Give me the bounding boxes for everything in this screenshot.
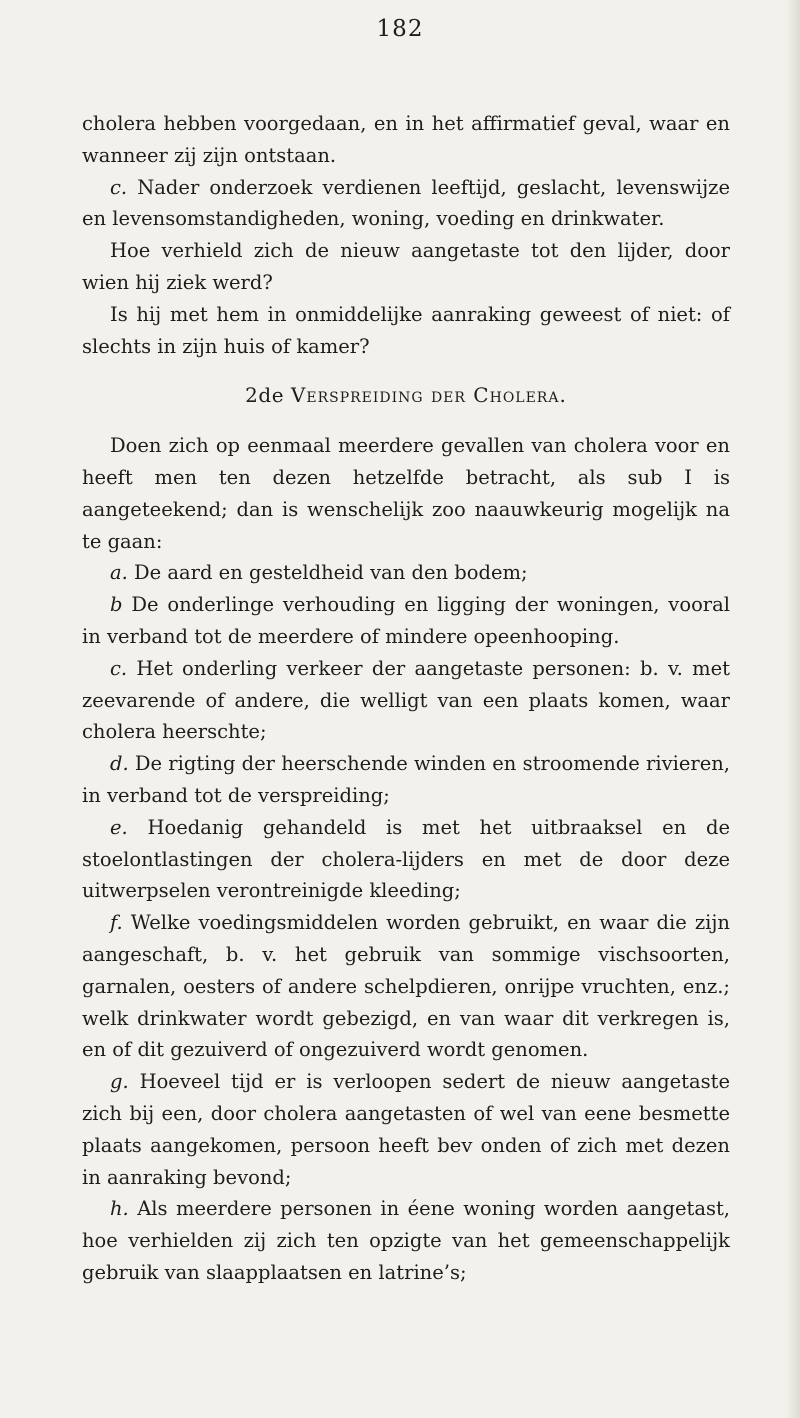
list-item-f (82, 907, 730, 1066)
paragraph-continuation: cholera hebben voorgedaan, en in het affirmatief geval, waar en wanneer zij zijn ontstaan. (82, 112, 730, 167)
page-edge-shadow (786, 0, 800, 1418)
item-letter: e. (110, 815, 128, 839)
section-title: Verspreiding der Cholera. (290, 383, 567, 408)
item-letter: d. (110, 752, 129, 776)
item-text: Nader onderzoek verdienen leeftijd, geslacht, levenswijze en levensomstandigheden, woning, voeding en drinkwater. (82, 175, 730, 231)
list-item-b (82, 589, 730, 653)
item-letter: h. (110, 1197, 129, 1221)
item-letter: g. (110, 1070, 129, 1094)
item-letter: a. (110, 561, 128, 585)
item-text: Hoeveel tijd er is verloopen sedert de nieuw aangetaste zich bij een, door cholera aangetasten of wel van eene besmette plaats aangekomen, persoon heeft bev onden of zich met dezen in aanraking bevond; (82, 1070, 730, 1189)
item-text: Als meerdere personen in éene woning worden aangetast, hoe verhielden zij zich ten opzigte van het gemeenschappelijk gebruik van slaapplaatsen en latrine’s; (82, 1197, 730, 1284)
item-text: De rigting der heerschende winden en stroomende rivieren, in verband tot de verspreiding; (82, 752, 731, 807)
item-letter: f. (110, 911, 123, 935)
list-item-g (82, 1066, 730, 1193)
paragraph-doen-zich: Doen zich op eenmaal meerdere gevallen van cholera voor en heeft men ten dezen hetzelfde betracht, als sub I is aangeteekend; dan is wenschelijk zoo naauwkeurig mogelijk na te gaan: (82, 434, 730, 553)
body-text (82, 108, 730, 1289)
item-text: De onderlinge verhouding en ligging der woningen, vooral in verband tot de meerdere of mindere opeenhooping. (82, 593, 730, 648)
section-number: 2de (245, 383, 285, 408)
item-letter: c. (110, 656, 128, 680)
list-item-e (82, 812, 730, 907)
list-item-h (82, 1193, 730, 1288)
paragraph-hoe-verhield: Hoe verhield zich de nieuw aangetaste tot den lijder, door wien hij ziek werd? (82, 239, 730, 294)
item-text: Het onderling verkeer der aangetaste personen: b. v. met zeevarende of andere, die welligt van een plaats komen, waar cholera heerschte; (82, 656, 731, 744)
item-text: De aard en gesteldheid van den bodem; (134, 561, 528, 585)
paragraph-c-nader-onderzoek (82, 172, 730, 236)
item-text: Welke voedingsmiddelen worden gebruikt, en waar die zijn aangeschaft, b. v. het gebruik van sommige vischsoorten, garnalen, oesters of andere schelpdieren, onrijpe vruchten, enz.; welk drinkwater wordt gebezigd, en van waar dit verkregen is, en of dit gezuiverd of ongezuiverd wordt genomen. (82, 911, 730, 1062)
paragraph-is-hij: Is hij met hem in onmiddelijke aanraking geweest of niet: of slechts in zijn huis of kamer? (82, 302, 730, 358)
page-number: 182 (376, 16, 424, 42)
list-item-d (82, 748, 730, 812)
item-letter: b (110, 593, 123, 617)
item-text: Hoedanig gehandeld is met het uitbraaksel en de stoelontlastingen der cholera-lijders en met de door deze uitwerpselen verontreinigde kleeding; (82, 815, 730, 903)
list-item-c (82, 653, 730, 748)
item-letter: c. (110, 175, 128, 199)
list-item-a (82, 557, 730, 589)
section-heading (82, 380, 730, 412)
